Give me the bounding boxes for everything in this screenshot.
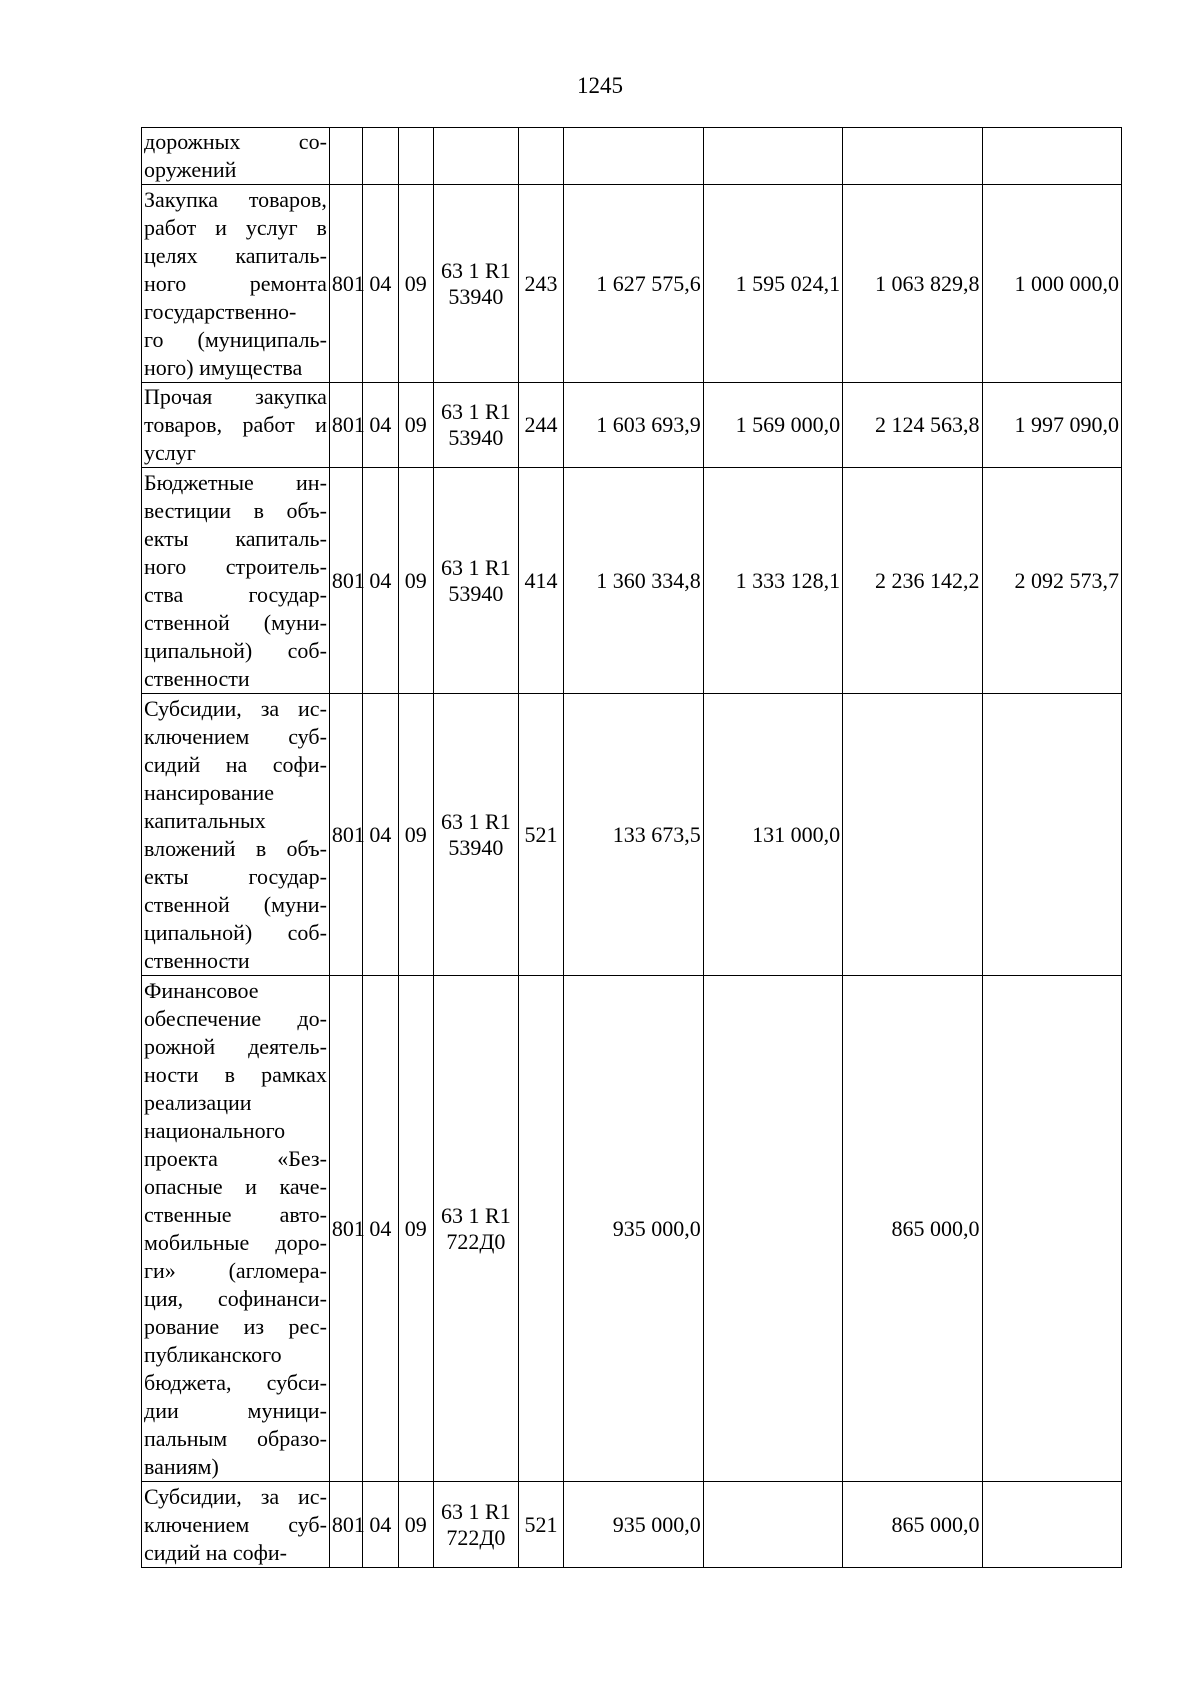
name-line: го (муниципаль- [144, 326, 327, 352]
table-row [142, 468, 1122, 694]
expense-kind-code [518, 128, 563, 185]
name-line: публиканского [144, 1341, 282, 1367]
expense-name [142, 128, 330, 185]
ministry-code: 801 [329, 185, 362, 383]
amount-col-1: 133 673,5 [564, 694, 703, 976]
name-line: ственной (муни- [144, 891, 327, 917]
subsection-code [398, 128, 433, 185]
expense-name [142, 383, 330, 468]
name-line: проекта «Без- [144, 1145, 327, 1171]
name-line: ключением суб- [144, 1511, 327, 1537]
name-line: ципальной) соб- [144, 919, 327, 945]
name-line: Субсидии, за ис- [144, 1483, 327, 1509]
amount-col-2: 1 595 024,1 [703, 185, 842, 383]
name-line: вестиции в объ- [144, 497, 327, 523]
ministry-code: 801 [329, 1482, 362, 1568]
name-line: бюджета, субси- [144, 1369, 327, 1395]
subsection-code: 09 [398, 383, 433, 468]
name-line: ного строитель- [144, 553, 327, 579]
target-article-code [433, 185, 518, 383]
amount-col-3 [843, 128, 982, 185]
amount-col-4 [982, 694, 1121, 976]
name-line: нансирование [144, 779, 275, 805]
expense-kind-code: 414 [518, 468, 563, 694]
expense-kind-code [518, 976, 563, 1482]
name-line: рование из рес- [144, 1313, 327, 1339]
name-line: ключением суб- [144, 723, 327, 749]
ministry-code: 801 [329, 383, 362, 468]
amount-col-2 [703, 976, 842, 1482]
name-line: целях капиталь- [144, 242, 327, 268]
amount-col-3: 865 000,0 [843, 1482, 982, 1568]
amount-col-2: 131 000,0 [703, 694, 842, 976]
name-line: государственно- [144, 298, 297, 324]
table-row [142, 185, 1122, 383]
subsection-code: 09 [398, 468, 433, 694]
expense-kind-code: 243 [518, 185, 563, 383]
amount-col-3 [843, 694, 982, 976]
amount-col-4: 1 997 090,0 [982, 383, 1121, 468]
name-line: национального [144, 1117, 286, 1143]
name-line: ственности [144, 665, 250, 691]
target-article-code [433, 128, 518, 185]
amount-col-1 [564, 128, 703, 185]
section-code: 04 [363, 976, 398, 1482]
target-article-code [433, 976, 518, 1482]
amount-col-4 [982, 128, 1121, 185]
table-body [142, 128, 1122, 1568]
name-line: сидий на софи- [144, 1539, 287, 1565]
section-code [363, 128, 398, 185]
table-row [142, 383, 1122, 468]
target-code-part: 53940 [448, 425, 504, 450]
target-code-part: 63 1 R1 [441, 399, 511, 424]
target-code-part: 722Д0 [446, 1524, 506, 1550]
section-code: 04 [363, 1482, 398, 1568]
name-line: ги» (агломера- [144, 1257, 327, 1283]
amount-col-3: 865 000,0 [843, 976, 982, 1482]
section-code: 04 [363, 185, 398, 383]
subsection-code: 09 [398, 694, 433, 976]
amount-col-1: 1 603 693,9 [564, 383, 703, 468]
table-row [142, 1482, 1122, 1568]
name-line: мобильные доро- [144, 1229, 327, 1255]
name-line: капитальных [144, 807, 266, 833]
amount-col-2 [703, 128, 842, 185]
table-row [142, 128, 1122, 185]
name-line: Финансовое [144, 977, 259, 1003]
name-line: ция, софинанси- [144, 1285, 327, 1311]
page-number: 1245 [577, 73, 623, 98]
subsection-code: 09 [398, 976, 433, 1482]
section-code: 04 [363, 383, 398, 468]
target-code-part: 63 1 R1 [441, 1498, 511, 1524]
name-line: ности в рамках [144, 1061, 327, 1087]
target-code-part: 53940 [448, 580, 504, 606]
name-line: екты государ- [144, 863, 327, 889]
expense-kind-code: 521 [518, 694, 563, 976]
target-code-part: 63 1 R1 [441, 1202, 511, 1228]
name-line: сидий на софи- [144, 751, 327, 777]
name-line: обеспечение до- [144, 1005, 327, 1031]
name-line: вложений в объ- [144, 835, 327, 861]
amount-col-1: 1 627 575,6 [564, 185, 703, 383]
target-code-part: 63 1 R1 [441, 257, 511, 283]
amount-col-4: 1 000 000,0 [982, 185, 1121, 383]
ministry-code [329, 128, 362, 185]
name-line: Бюджетные ин- [144, 469, 327, 495]
amount-col-4 [982, 976, 1121, 1482]
name-line: дии муници- [144, 1397, 327, 1423]
expense-name [142, 694, 330, 976]
amount-col-3: 2 124 563,8 [843, 383, 982, 468]
name-line: опасные и каче- [144, 1173, 327, 1199]
name-line: реализации [144, 1089, 252, 1115]
ministry-code: 801 [329, 468, 362, 694]
amount-col-1: 1 360 334,8 [564, 468, 703, 694]
name-line: Субсидии, за ис- [144, 695, 327, 721]
amount-col-1: 935 000,0 [564, 976, 703, 1482]
name-line: ципальной) соб- [144, 637, 327, 663]
subsection-code: 09 [398, 1482, 433, 1568]
name-line: Прочая закупка [144, 384, 327, 409]
name-line: ственные авто- [144, 1201, 327, 1227]
amount-col-4 [982, 1482, 1121, 1568]
name-line: ваниям) [144, 1453, 219, 1479]
subsection-code: 09 [398, 185, 433, 383]
target-code-part: 63 1 R1 [441, 554, 511, 580]
amount-col-2: 1 333 128,1 [703, 468, 842, 694]
name-line: пальным образо- [144, 1425, 327, 1451]
target-article-code [433, 383, 518, 468]
amount-col-2 [703, 1482, 842, 1568]
target-code-part: 53940 [448, 283, 504, 309]
name-line: ственности [144, 947, 250, 973]
expense-name [142, 1482, 330, 1568]
name-line: работ и услуг в [144, 214, 327, 240]
name-line: ного) имущества [144, 354, 303, 380]
expense-kind-code: 521 [518, 1482, 563, 1568]
target-article-code [433, 1482, 518, 1568]
name-line: дорожных со- [144, 129, 327, 154]
name-line: рожной деятель- [144, 1033, 327, 1059]
name-line: товаров, работ и [144, 412, 327, 437]
expense-name [142, 976, 330, 1482]
section-code: 04 [363, 468, 398, 694]
name-line: ства государ- [144, 581, 327, 607]
table-row [142, 976, 1122, 1482]
name-line: ного ремонта [144, 270, 327, 296]
target-code-part: 722Д0 [446, 1228, 506, 1254]
amount-col-1: 935 000,0 [564, 1482, 703, 1568]
expense-name [142, 185, 330, 383]
expense-kind-code: 244 [518, 383, 563, 468]
name-line: услуг [144, 440, 196, 465]
name-line: оружений [144, 157, 237, 182]
table-row [142, 694, 1122, 976]
expense-name [142, 468, 330, 694]
amount-col-3: 1 063 829,8 [843, 185, 982, 383]
name-line: екты капиталь- [144, 525, 327, 551]
amount-col-4: 2 092 573,7 [982, 468, 1121, 694]
name-line: Закупка товаров, [144, 186, 327, 212]
amount-col-3: 2 236 142,2 [843, 468, 982, 694]
ministry-code: 801 [329, 976, 362, 1482]
amount-col-2: 1 569 000,0 [703, 383, 842, 468]
target-article-code [433, 468, 518, 694]
name-line: ственной (муни- [144, 609, 327, 635]
target-code-part: 63 1 R1 [441, 808, 511, 834]
target-code-part: 53940 [448, 834, 504, 860]
ministry-code: 801 [329, 694, 362, 976]
section-code: 04 [363, 694, 398, 976]
budget-table [141, 127, 1122, 1568]
target-article-code [433, 694, 518, 976]
